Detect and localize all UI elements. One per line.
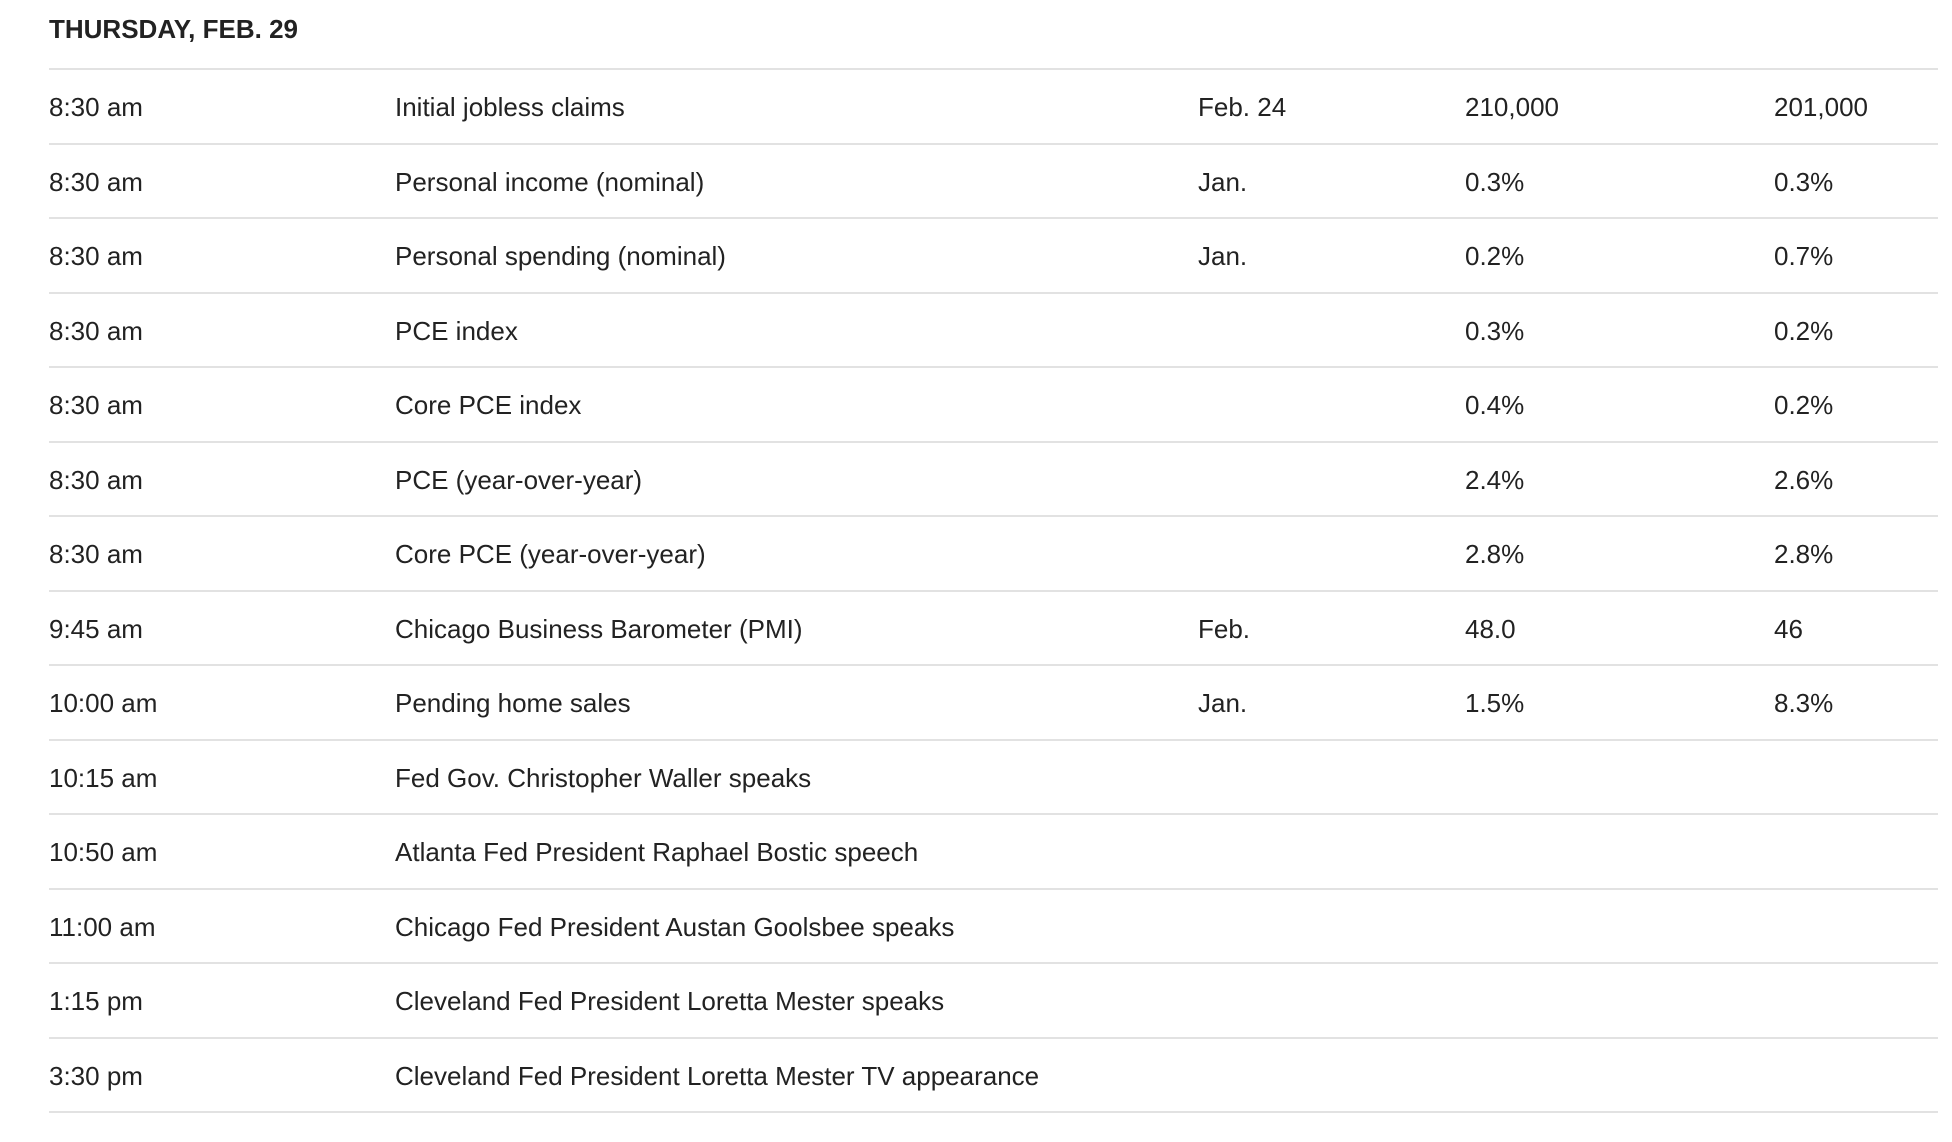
report-cell: Personal spending (nominal) [395,241,726,271]
time-cell: 8:30 am [49,166,143,197]
forecast-cell: 2.4% [1465,464,1525,495]
previous-cell: 0.2% [1774,315,1834,346]
forecast-cell: 210,000 [1465,92,1559,122]
previous-cell: 201,000 [1774,92,1868,122]
forecast-cell: 0.3% [1465,315,1525,346]
time-cell: 10:50 am [49,837,158,867]
time-cell: 9:45 am [49,613,143,644]
forecast-cell: 1.5% [1465,688,1525,718]
forecast-cell: 48.0 [1465,613,1516,644]
table-row [49,1039,1938,1114]
time-cell: 8:30 am [49,315,143,346]
report-cell: PCE index [395,315,518,346]
time-cell: 11:00 am [49,911,156,942]
previous-cell: 2.8% [1774,539,1834,569]
table-row [49,964,1938,1039]
forecast-cell: 0.4% [1465,390,1525,420]
report-cell: Pending home sales [395,688,631,718]
report-cell: Cleveland Fed President Loretta Mester TV appearance [395,1060,1040,1091]
previous-cell: 8.3% [1774,688,1834,718]
table-row [49,666,1938,741]
report-cell: Fed Gov. Christopher Waller speaks [395,762,812,793]
table-row [49,294,1938,369]
table-row [49,517,1938,592]
time-cell: 8:30 am [49,241,143,271]
time-cell: 10:15 am [49,762,158,793]
report-cell: PCE (year-over-year) [395,464,643,495]
time-cell: 8:30 am [49,92,143,122]
time-cell: 1:15 pm [49,986,143,1016]
table-row [49,70,1938,145]
report-cell: Core PCE (year-over-year) [395,539,706,569]
time-cell: 3:30 pm [49,1060,143,1091]
table-row [49,368,1938,443]
report-cell: Chicago Fed President Austan Goolsbee speaks [395,911,955,942]
previous-cell: 0.7% [1774,241,1834,271]
day-heading: THURSDAY, FEB. 29 [49,14,298,44]
report-cell: Cleveland Fed President Loretta Mester speaks [395,986,945,1016]
previous-cell: 0.2% [1774,390,1834,420]
forecast-cell: 0.3% [1465,166,1525,197]
table-row [49,890,1938,965]
table-row [49,815,1938,890]
period-cell: Jan. [1198,688,1248,718]
report-cell: Initial jobless claims [395,92,625,122]
period-cell: Jan. [1198,241,1248,271]
period-cell: Feb. 24 [1198,92,1287,122]
period-cell: Feb. [1198,613,1251,644]
table-row [49,741,1938,816]
report-cell: Core PCE index [395,390,582,420]
report-cell: Chicago Business Barometer (PMI) [395,613,803,644]
calendar-table [49,68,1938,1113]
previous-cell: 46 [1774,613,1803,644]
forecast-cell: 2.8% [1465,539,1525,569]
forecast-cell: 0.2% [1465,241,1525,271]
previous-cell: 2.6% [1774,464,1834,495]
time-cell: 8:30 am [49,390,143,420]
table-row [49,219,1938,294]
previous-cell: 0.3% [1774,166,1834,197]
time-cell: 10:00 am [49,688,158,718]
table-row [49,145,1938,220]
table-row [49,443,1938,518]
table-row [49,592,1938,667]
report-cell: Personal income (nominal) [395,166,705,197]
time-cell: 8:30 am [49,539,143,569]
report-cell: Atlanta Fed President Raphael Bostic speech [395,837,919,867]
period-cell: Jan. [1198,166,1248,197]
time-cell: 8:30 am [49,464,143,495]
